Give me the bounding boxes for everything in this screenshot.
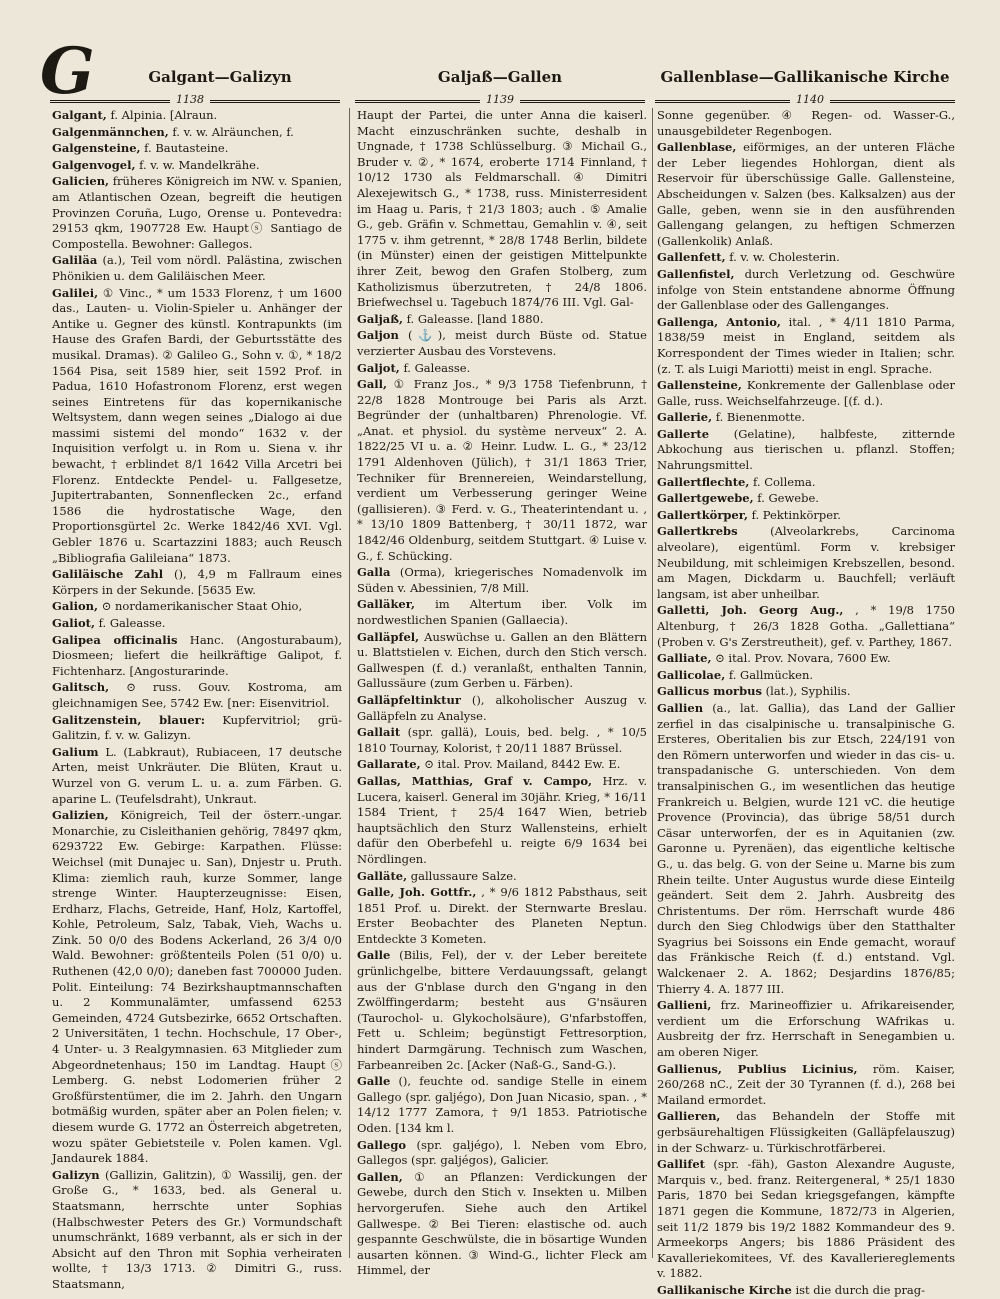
- entry-text: (), feuchte od. sandige Stelle in einem Gallego (spr. galjégo), Don Juan Nicasio, span. , * 14/12 1777 Zamora, † 9/1 1853. Patriotische Oden. [134 km l.: [357, 1074, 647, 1135]
- entry-headword: Gallifet: [657, 1157, 705, 1172]
- column-separator: [349, 108, 350, 1258]
- entry-headword: Galiläische Zahl: [52, 567, 164, 582]
- entry-text: f. v. w. Mandelkrähe.: [135, 157, 260, 172]
- column-1-title: Galgant—Galizyn: [148, 68, 292, 86]
- entry-headword: Galjaß,: [357, 311, 403, 326]
- entry-text: Haupt der Partei, die unter Anna die kaiserl. Macht einzuschränken suchte, deshalb in Ungnade, † 1738 Schlüsselburg. ③ Michail G., Bruder v. ②, * 1674, eroberte 1714 Finnland, † 10/12 1730 als Feldmarschall. ④ Dimitri Alexejewitsch G., * 1738, russ. Ministerresident im Haag u. Paris, † 21/3 1803; auch . ⑤ Amalie G., geb. Gräfin v. Schmettau, Gemahlin v. ④, seit 1775 v. ihm getrennt, * 28/8 1748 Berlin, bildete (in Münster) einen der geistigen Mittelpunkte ihrer Zeit, bewog den Grafen Stolberg, zum Katholizismus überzutreten, † 24/8 1806. Briefwechsel u. Tagebuch 1874/76 III. Vgl. Gal-: [357, 108, 647, 310]
- entry-headword: Gall,: [357, 377, 388, 392]
- entry-headword: Galla: [357, 565, 391, 580]
- dictionary-entry: [657, 508, 955, 524]
- column-separator: [652, 108, 653, 1258]
- entry-text: L. (Labkraut), Rubiaceen, 17 deutsche Arten, meist Unkräuter. Die Blüten, Kraut u. Wurzel von G. verum L. u. a. zum Färben. G. aparine L. (Teufelsdraht), Unkraut.: [52, 744, 342, 806]
- dictionary-entry: [357, 1138, 647, 1169]
- entry-text: ① Vinc., * um 1533 Florenz, † um 1600 das., Lauten- u. Violin-Spieler u. Anhänger der Antike u. Gegner des künstl. Kontrapunkts (im Hause des Grafen Bardi, der Geburtsstätte des musikal. Dramas). ② Galileo G., Sohn v. ①, * 18/2 1564 Pisa, seit 1589 hier, seit 1592 Prof. in Padua, 1610 Hofastronom Florenz, erst wegen seines Eintretens für das kopernikanische Weltsystem, dann wegen seines „Dialogo ai due massimi sistemi del mondo“ 1632 v. der Inquisition verfolgt u. in Rom u. Siena v. ihr bewacht, † erblindet 8/1 1642 Villa Arcetri bei Florenz. Entdeckte Pendel- u. Fallgesetze, Jupitertrabanten, Sonnenflecken 2c., erfand 1586 die hydrostatische Wage, den Proportionsgürtel 2c. Werke 1842/46 XVI. Vgl. Gebler 1876 u. Scartazzini 1883; auch Reusch „Bibliografia Galileiana“ 1873.: [52, 285, 342, 565]
- entry-text: ① an Pflanzen: Verdickungen der Gewebe, durch den Stich v. Insekten u. Milben hervorgerufen. Siehe auch den Artikel Gallwespe. ② Bei Tieren: elastische od. auch gespannte Geschwülste, die in bösartige Wunden ausarten können. ③ Wind-G., lichter Fleck am Himmel, der: [357, 1169, 647, 1278]
- entry-headword: Gallas, Matthias, Graf v. Campo,: [357, 773, 593, 788]
- entry-headword: Gallait: [357, 725, 401, 740]
- dictionary-entry: [357, 725, 647, 756]
- entry-text: f. Pektinkörper.: [747, 507, 841, 522]
- dictionary-entry: [357, 869, 647, 885]
- entry-headword: Galläte,: [357, 868, 408, 883]
- entry-headword: Galipea officinalis: [52, 632, 178, 647]
- entry-headword: Gallerte: [657, 426, 710, 441]
- entry-headword: Galgenmännchen,: [52, 124, 169, 139]
- entry-headword: Gallikanische Kirche: [657, 1282, 792, 1297]
- entry-headword: Galle: [357, 1074, 391, 1089]
- dictionary-entry: [52, 125, 342, 141]
- dictionary-entry: [357, 377, 647, 564]
- entry-headword: Galgenvogel,: [52, 157, 136, 172]
- entry-headword: Gallenfett,: [657, 250, 726, 265]
- entry-headword: Galilei,: [52, 285, 99, 300]
- dictionary-entry: [357, 774, 647, 868]
- entry-text: f. Galeasse. [land 1880.: [403, 311, 544, 326]
- dictionary-entry: [357, 630, 647, 692]
- entry-text: f. Collema.: [749, 474, 816, 489]
- dictionary-entry: [357, 693, 647, 724]
- dictionary-entry: [657, 267, 955, 314]
- entry-text: f. v. w. Alräunchen, f.: [168, 124, 294, 139]
- entry-headword: Galium: [52, 744, 99, 759]
- entry-text: Kupfervitriol; grü- Galitzin, f. v. w. Galizyn.: [52, 712, 342, 743]
- dictionary-entry: [52, 808, 342, 1167]
- entry-headword: Gallienus, Publius Licinius,: [657, 1061, 858, 1076]
- entry-text: gallussaure Salze.: [407, 868, 517, 883]
- entry-text: Königreich, Teil der österr.-ungar. Monarchie, zu Cisleithanien gehörig, 78497 qkm, 6293722 Ew. Gebirge: Karpathen. Flüsse: Weichsel (mit Dunajec u. San), Dnjestr u. Pruth. Klima: ziemlich rauh, kurze Sommer, lange strenge Winter. Haupterzeugnisse: Eisen, Erdharz, Flachs, Getreide, Hanf, Holz, Kartoffel, Kohle, Petroleum, Salz, Tabak, Vieh, Wachs u. Zink. 50 0/0 des Bodens Ackerland, 26 3/4 0/0 Wald. Bewohner: größtenteils Polen (51 0/0) u. Ruthenen (42,0 0/0); daneben fast 700000 Juden. Polit. Einteilung: 74 Bezirkshauptmannschaften u. 2 Kommunalämter, umfassend 6253 Gemeinden, 4724 Gutsbezirke, 6652 Ortschaften. 2 Universitäten, 1 techn. Hochschule, 17 Ober-, 4 Unter- u. 3 Realgymnasien. 63 Mitglieder zum Abgeordnetenhaus; 150 im Landtag. Hauptⓢ Lemberg. G. nebst Lodomerien früher 2 Großfürstentümer, die im 2. Jahrh. den Ungarn botmäßig wurden, später aber an Polen fielen; v. diesem wurde G. 1772 an Österreich abgetreten, wozu später Gebietsteile v. Polen kamen. Vgl. Jandaurek 1884.: [52, 808, 343, 1166]
- entry-headword: Gallarate,: [357, 757, 421, 772]
- entry-headword: Gallicus morbus: [657, 684, 762, 699]
- dictionary-entry: [52, 158, 342, 174]
- entry-text: Auswüchse u. Gallen an den Blättern u. Blattstielen v. Eichen, durch den Stich versch. Gallwespen (f. d.) veranlaßt, enthalten Tannin, Gallussäure (zum Gerben u. Färben).: [357, 629, 647, 691]
- entry-text: ⊙ ital. Prov. Mailand, 8442 Ew. E.: [420, 757, 621, 772]
- entry-text: ital. , * 4/11 1810 Parma, 1838/59 meist in England, seitdem als Korrespondent der Times wieder in Italien; schr. (z. T. als Luigi Mariotti) meist in engl. Sprache.: [657, 314, 955, 376]
- entry-text: f. Gewebe.: [753, 491, 819, 506]
- dictionary-entry: [52, 1168, 342, 1293]
- entry-text: (lat.), Syphilis.: [762, 684, 851, 699]
- entry-headword: Galion,: [52, 599, 99, 614]
- entry-text: eiförmiges, an der unteren Fläche der Leber liegendes Hohlorgan, dient als Reservoir für überschüssige Galle. Gallensteine, Abscheidungen v. Salzen (bes. Kalksalzen) aus der Galle, geben, wenn sie in den ausführenden Gallengang gelangen, zu heftigen Schmerzen (Gallenkolik) Anlaß.: [657, 140, 955, 248]
- entry-headword: Galgant,: [52, 108, 107, 122]
- entry-text: (spr. gallä), Louis, bed. belg. , * 10/5 1810 Tournay, Kolorist, † 20/11 1887 Brüssel.: [357, 725, 647, 755]
- entry-text: ist die durch die prag-: [791, 1282, 926, 1297]
- entry-text: Hrz. v. Lucera, kaiserl. General im 30jähr. Krieg, * 16/11 1584 Trient, † 25/4 1647 Wien, betrieb hauptsächlich den Sturz Wallensteins, erhielt dafür den Oberbefehl u. reigte 6/9 1634 bei Nördlingen.: [357, 773, 648, 866]
- entry-text: , * 9/6 1812 Pabsthaus, seit 1851 Prof. u. Direkt. der Sternwarte Breslau. Erster Beobachter des Planeten Neptun. Entdeckte 3 Kometen.: [357, 885, 647, 946]
- dictionary-entry: [357, 948, 647, 1073]
- dictionary-entry: [357, 757, 647, 773]
- dictionary-entry: [657, 315, 955, 377]
- entry-headword: Gallertkrebs: [657, 524, 738, 539]
- entry-headword: Galitzenstein, blauer:: [52, 712, 205, 727]
- dictionary-entry: [52, 174, 342, 252]
- entry-headword: Gallieren,: [657, 1109, 721, 1124]
- entry-text: (Alveolarkrebs, Carcinoma alveolare), eigentüml. Form v. krebsiger Neubildung, mit schleimigen Krebszellen, besond. am Magen, Dickdarm u. Bauchfell; verläuft langsam, ist aber unheilbar.: [657, 524, 955, 601]
- dictionary-entry: [657, 1062, 955, 1109]
- entry-headword: Galläpfeltinktur: [357, 692, 461, 707]
- dictionary-entry: [657, 475, 955, 491]
- entry-headword: Galle, Joh. Gottfr.,: [357, 885, 477, 900]
- dictionary-entry: [357, 312, 647, 328]
- entry-headword: Galgensteine,: [52, 141, 141, 156]
- entry-headword: Galle: [357, 948, 391, 963]
- entry-headword: Gallenfistel,: [657, 266, 735, 281]
- entry-headword: Galizyn: [52, 1167, 100, 1182]
- entry-text: ⊙ nordamerikanischer Staat Ohio,: [98, 599, 303, 614]
- entry-headword: Galjot,: [357, 360, 400, 375]
- entry-text: , * 19/8 1750 Altenburg, † 26/3 1828 Gotha. „Gallettiana“ (Proben v. G's Zerstreutheit), gef. v. Parthey, 1867.: [657, 603, 955, 649]
- entry-headword: Gallertgewebe,: [657, 491, 754, 506]
- dictionary-entry: [657, 603, 955, 650]
- section-letter: G: [40, 34, 95, 109]
- entry-text: f. Bautasteine.: [140, 141, 229, 156]
- entry-headword: Galitsch,: [52, 680, 110, 695]
- entry-headword: Gallen,: [357, 1169, 403, 1184]
- dictionary-entry: [657, 684, 955, 700]
- dictionary-entry: [357, 328, 647, 359]
- dictionary-entry: [657, 1283, 955, 1299]
- entry-text: ① Franz Jos., * 9/3 1758 Tiefenbrunn, † 22/8 1828 Montrouge bei Paris als Arzt. Begründer der (unhaltbaren) Phrenologie. Vf. „Anat. et physiol. du système nerveux“ 2. A. 1822/25 VI u. a. ② Heinr. Ludw. L. G., * 23/12 1791 Aldenhoven (Jülich), † 31/1 1863 Trier, Techniker für Brennereien, Weindarstellung, verdient um Verbesserung geringer Weine (gallisieren). ③ Ferd. v. G., Theaterintendant u. , * 13/10 1809 Battenberg, † 30/11 1872, war 1842/46 Oldenburg, seitdem Stuttgart. ④ Luise v. G., f. Schücking.: [357, 377, 647, 563]
- entry-text: früheres Königreich im NW. v. Spanien, am Atlantischen Ozean, begreift die heutigen Provinzen Coruña, Lugo, Orense u. Pontevedra: 29153 qkm, 1907728 Ew. Hauptⓢ Santiago de Compostella. Bewohner: Gallegos.: [52, 174, 342, 251]
- dictionary-entry: [52, 286, 342, 567]
- page-number-3: 1140: [790, 93, 830, 106]
- column-1: [52, 108, 343, 1291]
- dictionary-entry: [357, 361, 647, 377]
- entry-text: f. Gallmücken.: [725, 667, 814, 682]
- entry-text: röm. Kaiser, 260/268 nC., Zeit der 30 Tyrannen (f. d.), 268 bei Mailand ermordet.: [657, 1061, 955, 1107]
- entry-text: im Altertum iber. Volk im nordwestlichen Spanien (Gallaecia).: [357, 597, 647, 627]
- entry-text: f. Bienenmotte.: [712, 410, 805, 425]
- entry-headword: Gallerie,: [657, 410, 713, 425]
- dictionary-entry: [52, 599, 342, 615]
- entry-text: ⊙ russ. Gouv. Kostroma, am gleichnamigen See, 5742 Ew. [ner: Eisenvitriol.: [52, 680, 342, 710]
- entry-text: durch Verletzung od. Geschwüre infolge von Stein entstandene abnorme Öffnung der Gallenblase oder des Gallenganges.: [657, 266, 955, 313]
- column-2: [357, 108, 648, 1278]
- dictionary-entry: [357, 885, 647, 947]
- dictionary-entry: [657, 1157, 955, 1282]
- entry-text: Hanc. (Angosturabaum), Diosmeen; liefert die heilkräftige Galipot, f. Fichtenharz. [Angosturarinde.: [52, 632, 342, 678]
- entry-text: (Orma), kriegerisches Nomadenvolk im Süden v. Abessinien, 7/8 Mill.: [357, 565, 647, 595]
- dictionary-entry: [52, 253, 342, 284]
- entry-headword: Galläpfel,: [357, 629, 420, 644]
- column-3: [657, 108, 955, 1297]
- dictionary-entry: [357, 108, 647, 311]
- entry-text: (a., lat. Gallia), das Land der Gallier zerfiel in das cisalpinische u. transalpinische G. Ersteres, Oberitalien bis zur Etsch, 224/191 von den Römern unterworfen und wieder in das cis- u. transpadanische G. unterschieden. Von dem transalpinischen G., im wesentlichen das heutige Frankreich u. Belgien, wurde 121 vC. die heutige Provence (Provincia), das übrige 58/51 durch Cäsar unterworfen, der es in Aquitanien (zw. Garonne u. Pyrenäen), das eigentliche keltische G., u. das belg. G. von der Seine u. Marne bis zum Rhein teilte. Unter Augustus wurde diese Einteilg geändert. Seit dem 2. Jahrh. Ausbreitg des Christentums. Der röm. Herrschaft wurde 486 durch den Sieg Chlodwigs über den Statthalter Syagrius bei Soissons ein Ende gemacht, worauf das Fränkische Reich (f. d.) entstand. Vgl. Walckenaer 2. A. 1862; Desjardins 1876/85; Thierry 4. A. 1877 III.: [657, 700, 955, 996]
- entry-headword: Gallien: [657, 700, 704, 715]
- entry-headword: Galjon: [357, 328, 399, 343]
- entry-headword: Gallertkörper,: [657, 507, 748, 522]
- dictionary-entry: [657, 998, 955, 1060]
- column-3-title: Gallenblase—Gallikanische Kirche: [660, 68, 950, 86]
- entry-text: (Bilis, Fel), der v. der Leber bereitete grünlichgelbe, bittere Verdauungssaft, gelangt aus der G'nblase durch den G'ngang in den Zwölffingerdarm; besteht aus G'nsäuren (Taurochol- u. Glykocholsäure), G'nfarbstoffen, Fett u. Schleim; begünstigt Fettresorption, hindert Darmgärung. Technisch zum Waschen, Farbeanreiben 2c. [Acker (Naß-G., Sand-G.).: [357, 948, 647, 1072]
- entry-text: (), alkoholischer Auszug v. Galläpfeln zu Analyse.: [357, 692, 647, 723]
- entry-headword: Gallensteine,: [657, 378, 742, 393]
- dictionary-entry: [52, 680, 342, 711]
- page-number-2: 1139: [480, 93, 520, 106]
- entry-text: (Gelatine), halbfeste, zitternde Abkochung aus tierischen u. pflanzl. Stoffen; Nahrungsmittel.: [657, 426, 955, 473]
- dictionary-entry: [357, 597, 647, 628]
- dictionary-entry: [657, 1109, 955, 1156]
- dictionary-entry: [657, 250, 955, 266]
- entry-headword: Gallieni,: [657, 998, 712, 1013]
- entry-text: frz. Marineoffizier u. Afrikareisender, verdient um die Erforschung WAfrikas u. Ausbreitg der frz. Herrschaft in Senegambien u. am oberen Niger.: [657, 998, 955, 1060]
- entry-text: (spr. galjégo), l. Neben vom Ebro, Gallegos (spr. galjégos), Galicier.: [357, 1137, 647, 1168]
- dictionary-entry: [657, 491, 955, 507]
- dictionary-entry: [52, 108, 342, 124]
- entry-text: (spr. -fäh), Gaston Alexandre Auguste, Marquis v., bed. franz. Reitergeneral, * 25/1 1830 Paris, 1870 bei Sedan kriegsgefangen, kämpfte 1871 gegen die Kommune, 1872/73 in Algerien, seit 11/2 1879 bis 19/2 1882 Kommandeur des 9. Armeekorps Angers; bis 1886 Präsident des Kavalleriekomitees, Vf. des Kavalleriereglements v. 1882.: [657, 1157, 955, 1281]
- entry-headword: Galläker,: [357, 597, 415, 612]
- entry-text: (a.), Teil vom nördl. Palästina, zwischen Phönikien u. dem Galiläischen Meer.: [52, 253, 342, 283]
- entry-headword: Gallego: [357, 1137, 407, 1152]
- entry-text: f. Alpinia. [Alraun.: [106, 108, 218, 122]
- dictionary-entry: [52, 633, 342, 680]
- entry-headword: Galletti, Joh. Georg Aug.,: [657, 603, 844, 618]
- entry-headword: Galiläa: [52, 253, 98, 268]
- dictionary-entry: [357, 1074, 647, 1136]
- entry-text: f. v. w. Cholesterin.: [725, 250, 840, 265]
- entry-text: Konkremente der Gallenblase oder Galle, russ. Weichselfahrzeuge. [(f. d.).: [657, 378, 955, 408]
- dictionary-entry: [657, 427, 955, 474]
- entry-headword: Galicien,: [52, 174, 110, 189]
- entry-text: (Gallizin, Galitzin), ① Wassilij, gen. der Große G., * 1633, bed. als General u. Staatsmann, herrschte unter Sophias (Halbschwester Peters des Gr.) Vormundschaft unumschränkt, 1689 verbannt, als er sich in der Absicht auf den Thron mit Sophia verheiraten wollte, † 13/3 1713. ② Dimitri G., russ. Staatsmann,: [52, 1167, 342, 1291]
- dictionary-entry: [657, 108, 955, 139]
- entry-text: Sonne gegenüber. ④ Regen- od. Wasser-G., unausgebildeter Regenbogen.: [657, 108, 955, 138]
- entry-headword: Galiot,: [52, 616, 95, 630]
- dictionary-entry: [52, 713, 342, 744]
- dictionary-entry: [357, 565, 647, 596]
- entry-headword: Galliate,: [657, 651, 712, 666]
- entry-headword: Gallicolae,: [657, 667, 726, 682]
- dictionary-entry: [52, 141, 342, 157]
- dictionary-entry: [657, 651, 955, 667]
- dictionary-entry: [52, 745, 342, 807]
- dictionary-entry: [657, 524, 955, 602]
- entry-text: ⊙ ital. Prov. Novara, 7600 Ew.: [711, 651, 891, 666]
- entry-text: das Behandeln der Stoffe mit gerbsäurehaltigen Flüssigkeiten (Galläpfelauszug) in der Schwarz- u. Türkischrotfärberei.: [657, 1109, 955, 1155]
- dictionary-entry: [657, 668, 955, 684]
- entry-headword: Gallenga, Antonio,: [657, 314, 781, 329]
- entry-text: f. Galeasse.: [95, 616, 166, 630]
- entry-headword: Gallenblase,: [657, 140, 737, 155]
- dictionary-entry: [52, 616, 342, 632]
- page-number-1: 1138: [170, 93, 210, 106]
- dictionary-entry: [657, 378, 955, 409]
- dictionary-entry: [657, 140, 955, 249]
- dictionary-entry: [357, 1170, 647, 1279]
- entry-headword: Galizien,: [52, 808, 109, 823]
- entry-text: (), 4,9 m Fallraum eines Körpers in der Sekunde. [5635 Ew.: [52, 567, 342, 597]
- entry-headword: Gallertflechte,: [657, 474, 750, 489]
- dictionary-entry: [52, 567, 342, 598]
- entry-text: (⚓), meist durch Büste od. Statue verzierter Ausbau des Vorstevens.: [357, 328, 647, 358]
- dictionary-entry: [657, 701, 955, 997]
- dictionary-entry: [657, 410, 955, 426]
- column-2-title: Galjaß—Gallen: [437, 68, 563, 86]
- entry-text: f. Galeasse.: [399, 360, 471, 375]
